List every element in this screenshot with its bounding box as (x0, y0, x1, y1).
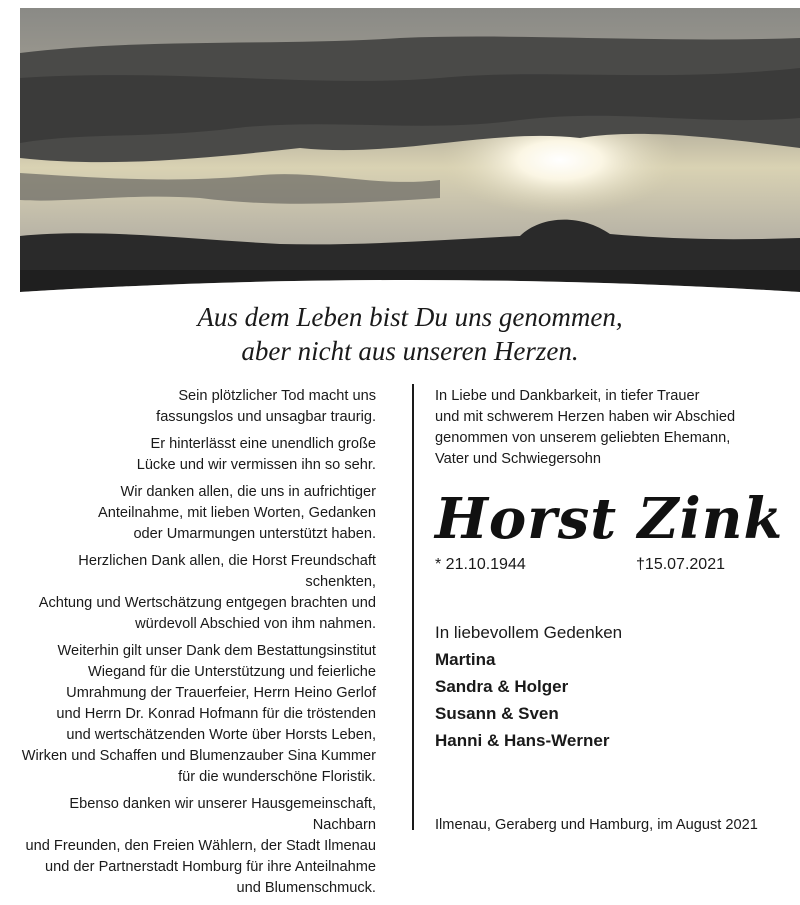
thanks-line: oder Umarmungen unterstützt haben. (133, 526, 376, 542)
thanks-paragraph (6, 482, 376, 545)
thanks-line: Achtung und Wertschätzung entgegen brachten und (38, 595, 376, 611)
sunset-photo (20, 8, 800, 298)
thanks-line: und der Partnerstadt Homburg für ihre Anteilnahme (45, 859, 376, 875)
thanks-line: fassungslos und unsagbar traurig. (156, 409, 376, 425)
column-divider (412, 384, 414, 830)
thanks-paragraph (6, 551, 376, 635)
thanks-line: für die wunderschöne Floristik. (178, 769, 376, 785)
thanks-line: und Herrn Dr. Konrad Hofmann für die tröstenden (56, 706, 376, 722)
birth-date: * 21.10.1944 (435, 556, 526, 573)
family-signatures (435, 620, 775, 755)
thanks-line: würdevoll Abschied von ihm nahmen. (135, 616, 376, 632)
deceased-name: Horst Zink (435, 486, 784, 552)
thanks-paragraph (6, 434, 376, 476)
remembrance-heading: In liebevollem Gedenken (435, 623, 623, 642)
thanks-line: Wirken und Schaffen und Blumenzauber Sina Kummer (21, 748, 376, 764)
thanks-line: Anteilnahme, mit lieben Worten, Gedanken (98, 505, 376, 521)
motto-line-2: aber nicht aus unseren Herzen. (241, 336, 579, 366)
thanks-line: Er hinterlässt eine unendlich große (150, 436, 376, 452)
thanks-line: Herzlichen Dank allen, die Horst Freundschaft schenkten, (78, 553, 376, 590)
family-member: Hanni & Hans-Werner (435, 731, 610, 750)
thanks-line: Sein plötzlicher Tod macht uns (178, 388, 376, 404)
thanks-line: und wertschätzenden Worte über Horsts Leben, (66, 727, 376, 743)
family-member: Sandra & Holger (435, 677, 569, 696)
thanks-line: Umrahmung der Trauerfeier, Herrn Heino Gerlof (66, 685, 376, 701)
motto-line-1: Aus dem Leben bist Du uns genommen, (197, 302, 623, 332)
intro-line: In Liebe und Dankbarkeit, in tiefer Trauer (435, 388, 700, 404)
announcement-intro (435, 386, 775, 470)
thanks-line: Wir danken allen, die uns in aufrichtiger (120, 484, 376, 500)
family-member: Susann & Sven (435, 704, 559, 723)
family-member: Martina (435, 650, 496, 669)
thanks-line: und Blumenschmuck. (236, 880, 376, 896)
thanks-line: Ebenso danken wir unserer Hausgemeinschaft, Nachbarn (69, 796, 376, 833)
thanks-line: Wiegand für die Unterstützung und feierliche (88, 664, 376, 680)
intro-line: genommen von unserem geliebten Ehemann, (435, 430, 731, 446)
place-and-date: Ilmenau, Geraberg und Hamburg, im August 2021 (435, 817, 758, 833)
thanks-paragraph (6, 386, 376, 428)
thanks-paragraph (6, 794, 376, 899)
thanks-line: Lücke und wir vermissen ihn so sehr. (136, 457, 376, 473)
thanks-column (6, 386, 376, 905)
death-date: †15.07.2021 (636, 556, 725, 573)
thanks-paragraph (6, 641, 376, 788)
thanks-line: und Freunden, den Freien Wählern, der Stadt Ilmenau (25, 838, 376, 854)
intro-line: und mit schwerem Herzen haben wir Abschied (435, 409, 736, 425)
thanks-line: Weiterhin gilt unser Dank dem Bestattungsinstitut (57, 643, 376, 659)
intro-line: Vater und Schwiegersohn (435, 451, 602, 467)
